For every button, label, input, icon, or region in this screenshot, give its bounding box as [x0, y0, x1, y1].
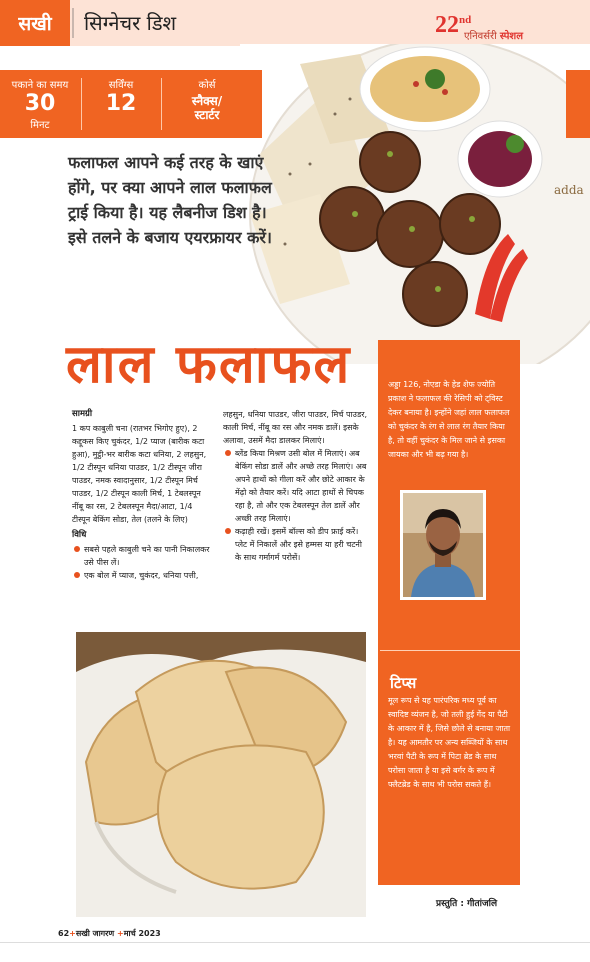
method-continued: लहसुन, धनिया पाउडर, जीरा पाउडर, मिर्च पाउडर, काली मिर्च, नींबू का रस और नमक डालें। इसके अलावा, उसमें मैदा डालकर मिलाएं।	[223, 410, 368, 445]
method-step: सबसे पहले काबुली चने का पानी निकालकर उसे पीस लें।	[72, 543, 212, 569]
pita-bread-photo	[76, 632, 366, 917]
method-step: ब्लेंड किया मिश्रण उसी बोल में मिलाएं। अब बेकिंग सोडा डालें और अच्छे तरह मिलाएं। अब अपने हाथों को गीला करें और छोटे आकार के मेंढ़ो को तैयार करें। यदि आटा हाथों से चिपक रहा है, तो और एक टेबलस्पून तेल डालें और अच्छी तरह मिलाएं।	[223, 447, 369, 525]
page-number: 62	[58, 929, 70, 938]
anniversary-special: स्पेशल	[499, 31, 524, 42]
method-step: एक बोल में प्याज, चुकंदर, धनिया पत्ती,	[72, 569, 212, 582]
prep-time-unit: मिनट	[30, 120, 50, 131]
header-divider	[72, 8, 74, 38]
course	[162, 70, 252, 138]
svg-text:adda: adda	[554, 183, 584, 197]
anniversary-subtitle	[464, 28, 523, 42]
ingredients-heading: सामग्री	[72, 409, 93, 419]
page-footer	[58, 928, 161, 939]
prep-time-label: पकाने का समय	[11, 80, 69, 91]
recipe-title: लाल फलाफल	[66, 334, 352, 395]
chef-portrait	[403, 493, 483, 597]
falafel-plate-illustration	[240, 44, 590, 364]
chef-photo	[400, 490, 486, 600]
tips-text: मूल रूप से यह पारंपरिक मध्य पूर्व का स्वादिष्ट व्यंजन है, जो तली हुई गेंद या पैटी के आकार में है, जिसे छोले से बनाया जाता है। यह आमतौर पर अन्य सब्जियों के साथ भरवां पैटी के रूप में पिटा ब्रेड के साथ परोसा जाता है या इसे बर्गर के रूप में फ्लैटब्रेड के साथ भी परोस सकते हैं।	[388, 696, 511, 789]
anniversary-number: 22	[435, 12, 459, 38]
servings	[82, 70, 160, 138]
course-label: कोर्स	[198, 80, 216, 91]
course-value-line2: स्टार्टर	[194, 108, 220, 122]
section-title: सिग्नेचर डिश	[84, 11, 177, 35]
chef-description: अड्डा 126, नोएडा के हेड शेफ ज्योति प्रकाश ने फलाफल की रेसिपी को ट्विस्ट देकर बनाया है। इन्होंने जहां लाल फलाफल को चुकंदर के रंग से लाल रंग तैयार किया है, तो वहीं चुकंदर के मिल जाने से इसका जायका और भी बढ़ गया है।	[388, 380, 510, 459]
course-value-line1: स्नैक्स/	[191, 94, 223, 108]
ingredients-text: 1 कप काबुली चना (रातभर भिगोए हुए), 2 कद्दूकस किए चुकंदर, 1/2 प्याज (बारीक कटा हुआ), मुट्ठी-भर बारीक कटा धनिया, 2 लहसुन, 1/2 टीस्पून धनिया पाउडर, 1/2 टीस्पून जीरा पाउडर, नमक स्वादानुसार, 1/2 टीस्पून मिर्च पाउडर, 1/2 टीस्पून काली मिर्च, 1 टेबलस्पून नींबू का रस, 2 टेबलस्पून मैदा/आटा, 1/4 टीस्पून बेकिंग सोडा, तेल (तलने के लिए)	[72, 424, 207, 524]
intro-paragraph: फलाफल आपने कई तरह के खाएं होंगे, पर क्या आपने लाल फलाफल ट्राई किया है। यह लैबनीज डिश है। इसे तलने के बजाय एयरफ्रायर करें।	[68, 153, 272, 247]
anniversary-word: एनिवर्सरी	[464, 31, 497, 42]
method-heading: विधि	[72, 530, 87, 540]
servings-value: 12	[105, 91, 137, 116]
brand-tab: सखी	[0, 0, 70, 46]
footer-plus: +	[69, 929, 76, 938]
magazine-name: सखी जागरण	[75, 929, 115, 938]
prep-time-value: 30	[24, 91, 56, 116]
servings-label: सर्विंग्स	[108, 80, 134, 91]
falafel-plate-photo	[240, 44, 590, 364]
prep-time	[0, 70, 80, 138]
footer-plus: +	[117, 929, 124, 938]
pita-bread-illustration	[76, 632, 366, 917]
method-step: कढ़ाही रखें। इसमें बॉल्स को डीप फ्राई करें। प्लेट में निकालें और इसे हम्मस या हरी चटनी के साथ गर्मागर्म परोसें।	[223, 525, 369, 564]
tips-heading: टिप्स	[390, 674, 417, 692]
footer-rule	[0, 942, 590, 943]
credit: प्रस्तुति : गीतांजलि	[436, 899, 498, 909]
issue-date: मार्च 2023	[123, 929, 161, 938]
ingredients-column	[72, 408, 212, 582]
info-bar-end	[566, 70, 590, 138]
anniversary-suffix: nd	[459, 14, 472, 26]
method-column	[223, 408, 369, 564]
